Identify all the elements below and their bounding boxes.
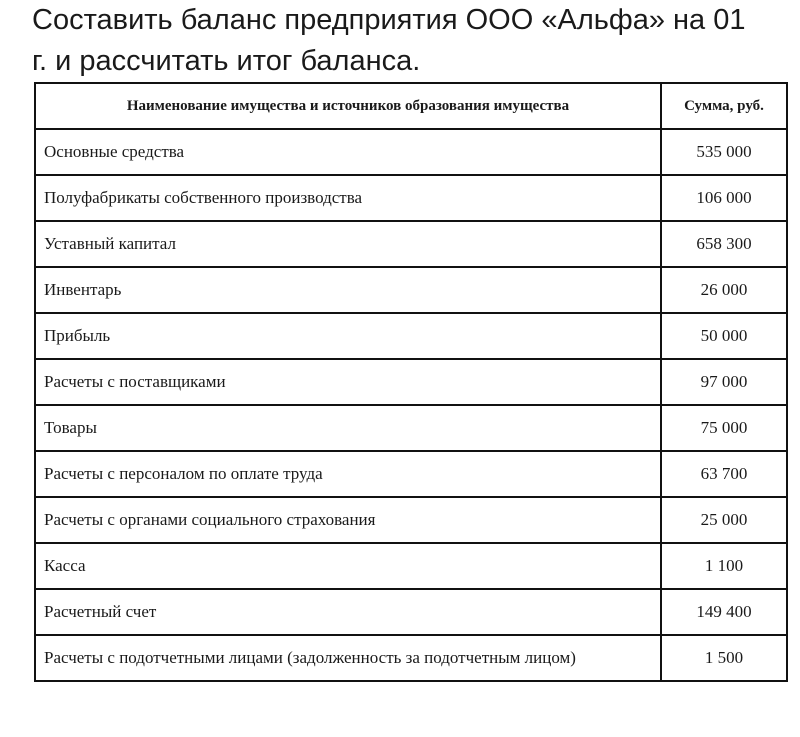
row-sum-cell: 97 000 (661, 359, 787, 405)
row-name-cell: Уставный капитал (35, 221, 661, 267)
row-sum-cell: 535 000 (661, 129, 787, 175)
balance-table (34, 82, 788, 682)
row-name-cell: Инвентарь (35, 267, 661, 313)
row-name-cell: Прибыль (35, 313, 661, 359)
row-sum-cell: 26 000 (661, 267, 787, 313)
row-sum-cell: 1 100 (661, 543, 787, 589)
row-name-cell: Касса (35, 543, 661, 589)
column-header-sum: Сумма, руб. (661, 83, 787, 129)
table-row (35, 497, 787, 543)
row-name-cell: Расчеты с персоналом по оплате труда (35, 451, 661, 497)
table-row (35, 129, 787, 175)
row-sum-cell: 1 500 (661, 635, 787, 681)
row-sum-cell: 75 000 (661, 405, 787, 451)
table-row (35, 267, 787, 313)
task-heading-line-2: г. и рассчитать итог баланса. (32, 45, 421, 77)
row-sum-cell: 25 000 (661, 497, 787, 543)
task-heading-line-1: Составить баланс предприятия ООО «Альфа» на 01 (32, 4, 746, 36)
table-row (35, 451, 787, 497)
column-header-name: Наименование имущества и источников образования имущества (35, 83, 661, 129)
table-row (35, 543, 787, 589)
row-sum-cell: 106 000 (661, 175, 787, 221)
task-heading (32, 0, 800, 82)
table-row (35, 589, 787, 635)
table-row (35, 175, 787, 221)
row-name-cell: Расчеты с поставщиками (35, 359, 661, 405)
table-row (35, 359, 787, 405)
table-header-row (35, 83, 787, 129)
table-row (35, 221, 787, 267)
row-sum-cell: 149 400 (661, 589, 787, 635)
row-sum-cell: 50 000 (661, 313, 787, 359)
table-row (35, 313, 787, 359)
row-sum-cell: 658 300 (661, 221, 787, 267)
row-sum-cell: 63 700 (661, 451, 787, 497)
row-name-cell: Товары (35, 405, 661, 451)
table-row (35, 635, 787, 681)
row-name-cell: Расчетный счет (35, 589, 661, 635)
row-name-cell: Расчеты с подотчетными лицами (задолженность за подотчетным лицом) (35, 635, 661, 681)
row-name-cell: Полуфабрикаты собственного производства (35, 175, 661, 221)
row-name-cell: Расчеты с органами социального страхования (35, 497, 661, 543)
row-name-cell: Основные средства (35, 129, 661, 175)
table-row (35, 405, 787, 451)
